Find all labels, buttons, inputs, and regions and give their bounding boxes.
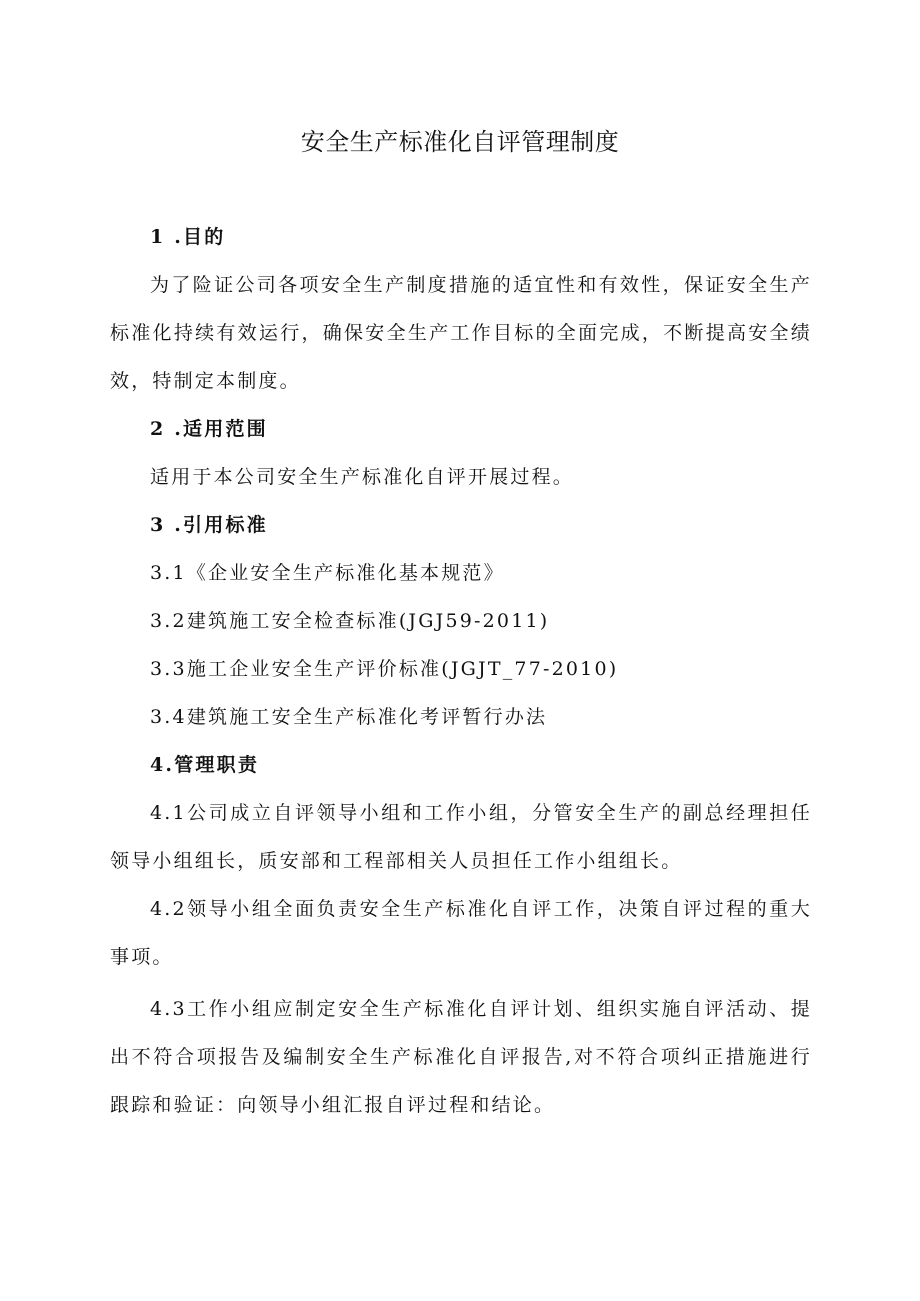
section-heading-references: 3 .引用标准: [150, 514, 268, 536]
reference-item: 3.3施工企业安全生产评价标准(JGJT_77-2010): [150, 658, 619, 680]
section-paragraph: 适用于本公司安全生产标准化自评开展过程。: [150, 466, 575, 488]
reference-item: 3.2建筑施工安全检查标准(JGJ59-2011): [150, 610, 550, 632]
reference-item: 3.4建筑施工安全生产标准化考评暂行办法: [150, 706, 548, 728]
section-paragraph: 为了险证公司各项安全生产制度措施的适宜性和有效性，保证安全生产标准化持续有效运行，确保安全生产工作目标的全面完成，不断提高安全绩效，特制定本制度。: [110, 274, 812, 392]
section-heading-scope: 2 .适用范围: [150, 418, 268, 440]
section-paragraph: 4.3工作小组应制定安全生产标准化自评计划、组织实施自评活动、提出不符合项报告及编制安全生产标准化自评报告,对不符合项纠正措施进行跟踪和验证：向领导小组汇报自评过程和结论。: [110, 998, 812, 1116]
document-body: [110, 213, 812, 1129]
section-heading-responsibilities: 4.管理职责: [150, 754, 260, 776]
section-heading-purpose: 1 .目的: [150, 226, 226, 248]
section-paragraph: 4.2领导小组全面负责安全生产标准化自评工作，决策自评过程的重大事项。: [110, 898, 812, 968]
section-paragraph: 4.1公司成立自评领导小组和工作小组，分管安全生产的副总经理担任领导小组组长，质安部和工程部相关人员担任工作小组组长。: [110, 802, 812, 872]
document-title: 安全生产标准化自评管理制度: [300, 128, 620, 156]
reference-item: 3.1《企业安全生产标准化基本规范》: [150, 562, 505, 584]
